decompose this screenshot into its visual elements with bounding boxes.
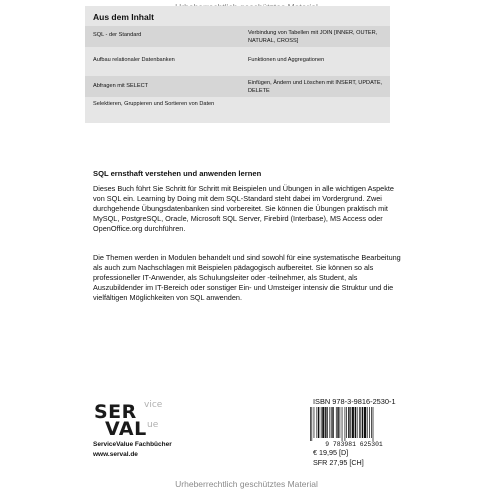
- copyright-notice-bottom: Urheberrechtlich geschütztes Material: [175, 479, 318, 489]
- barcode-bar: [340, 407, 341, 438]
- contents-title: Aus dem Inhalt: [93, 12, 154, 22]
- barcode-bar: [345, 407, 346, 441]
- barcode-bar: [357, 407, 358, 438]
- barcode-bar: [314, 407, 315, 438]
- barcode: [305, 406, 403, 447]
- contents-right-item: Einfügen, Ändern und Löschen mit INSERT, UPDATE, DELETE: [248, 80, 383, 94]
- publisher-logo: [93, 400, 203, 470]
- barcode-bar: [336, 407, 337, 438]
- contents-left-item: Selektieren, Gruppieren und Sortieren von Daten: [93, 101, 215, 107]
- isbn-label: ISBN 978-3-9816-2530-1: [313, 397, 396, 406]
- barcode-bar: [352, 407, 354, 438]
- logo-vice: vice: [144, 400, 163, 410]
- barcode-bar: [327, 407, 328, 438]
- barcode-bar: [311, 407, 312, 441]
- barcode-bar: [316, 407, 317, 438]
- barcode-bar: [359, 407, 360, 438]
- barcode-bar: [360, 407, 361, 438]
- barcode-bar: [332, 407, 333, 438]
- barcode-bar: [350, 407, 351, 438]
- contents-right-item: Funktionen und Aggregationen: [248, 57, 325, 63]
- logo-val: VAL: [105, 418, 147, 440]
- blurb-heading: SQL ernsthaft verstehen und anwenden lernen: [93, 169, 262, 178]
- barcode-bar: [325, 407, 326, 438]
- blurb-paragraph-1: Dieses Buch führt Sie Schritt für Schritt mit Beispielen und Übungen in alle wichtigen Aspekte von SQL ein. Learning by Doing mit dem SQL-Standard steht dabei im Vordergrund. Zwei durchgehende Übungsdatenbanken sind vorbereitet. Sie können die Übungen praktisch mit MySQL, PostgreSQL, Oracle, Microsoft SQL Server, Firebird (Interbase), MS Access oder OpenOffice.org durchführen.: [93, 184, 394, 233]
- barcode-bar: [310, 407, 311, 441]
- barcode-bar: [364, 407, 366, 438]
- barcode-bar: [371, 407, 372, 438]
- barcode-bar: [322, 407, 324, 438]
- logo-ue: ue: [147, 420, 159, 430]
- barcode-bar: [373, 407, 374, 441]
- barcode-bar: [318, 407, 319, 438]
- barcode-bars: [310, 407, 373, 441]
- barcode-digits: 9 783981 625301: [325, 441, 383, 447]
- barcode-bar: [337, 407, 338, 438]
- barcode-bar: [342, 407, 343, 441]
- barcode-bar: [367, 407, 368, 438]
- barcode-bar: [369, 407, 370, 438]
- contents-left-item: Aufbau relationaler Datenbanken: [93, 57, 175, 63]
- barcode-bar: [355, 407, 356, 438]
- contents-left-item: Abfragen mit SELECT: [93, 83, 149, 89]
- blurb-paragraph-2: Die Themen werden in Modulen behandelt und sind sowohl für eine systematische Bearbeitung als auch zum Nachschlagen mit Beispielen pädagogisch aufbereitet. Sie können so als professioneller IT-Anwender, als Schulungsleiter oder -teilnehmer, als Student, als Auszubildender im IT-Bereich oder sonstiger Ein- und Umsteiger intensiv die Struktur und die vielfältigen Möglichkeiten von SQL anwenden.: [93, 253, 401, 302]
- barcode-bar: [362, 407, 363, 438]
- contents-right-item: Verbindung von Tabellen mit JOIN [INNER, OUTER, NATURAL, CROSS]: [248, 30, 378, 44]
- price-eur: € 19,95 [D]: [313, 448, 349, 457]
- barcode-bar: [346, 407, 347, 438]
- publisher-name: ServiceValue Fachbücher: [93, 441, 172, 448]
- barcode-bar: [321, 407, 322, 438]
- contents-left-item: SQL - der Standard: [93, 32, 142, 38]
- barcode-bar: [329, 407, 330, 438]
- price-sfr: SFR 27,95 [CH]: [313, 458, 364, 467]
- publisher-website: www.serval.de: [93, 451, 138, 458]
- barcode-bar: [348, 407, 349, 438]
- barcode-bar: [331, 407, 332, 438]
- logo-ser: SER: [94, 401, 137, 423]
